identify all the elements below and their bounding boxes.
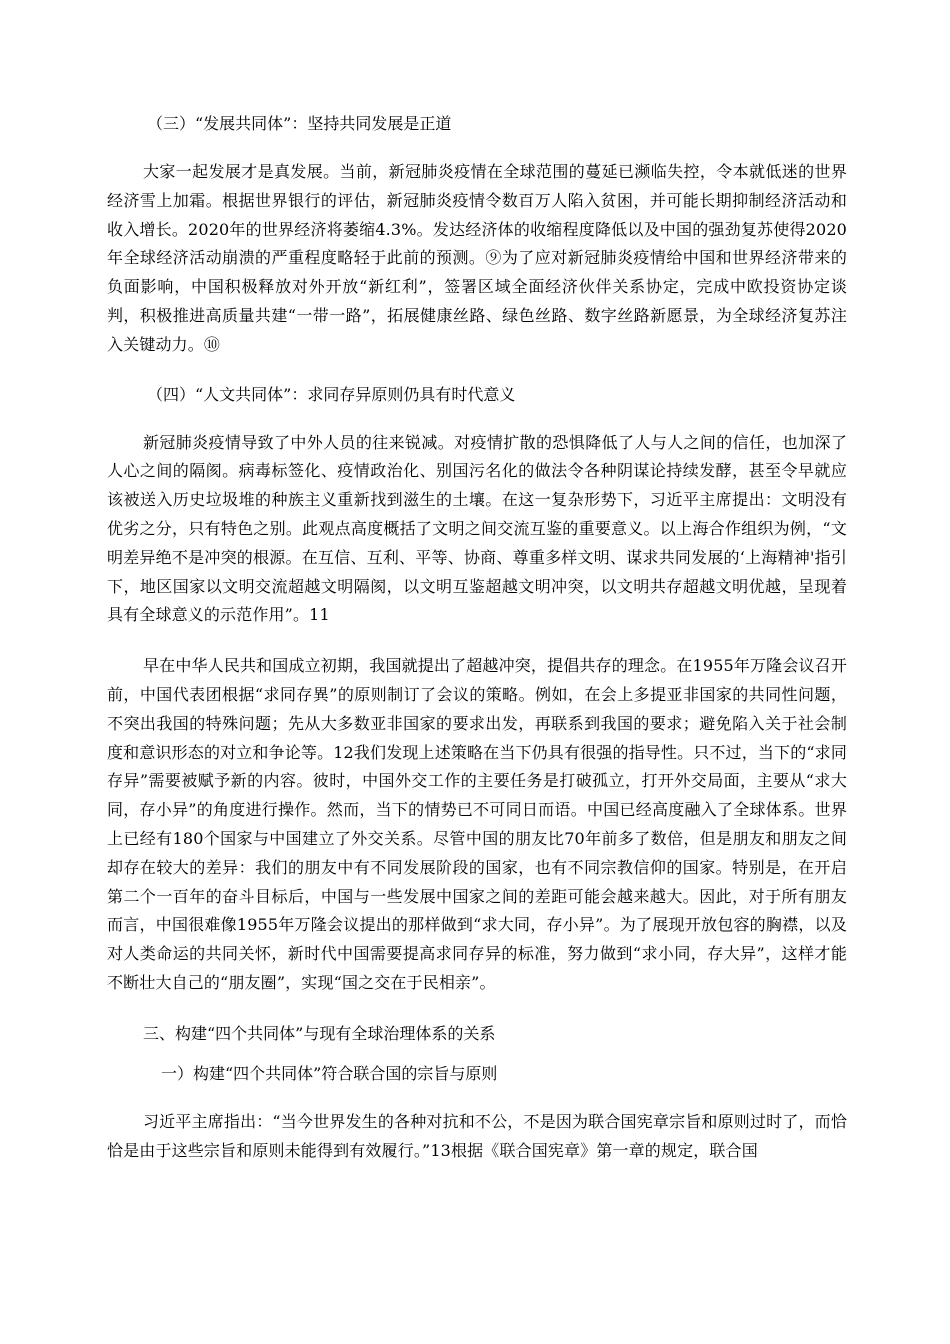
paragraph-bandung: 早在中华人民共和国成立初期，我国就提出了超越冲突，提倡共存的理念。在1955年万隆会议召开前，中国代表团根据“求同存異”的原则制订了会议的策略。例如，在会上多提亚非国家的共同性问题，不突出我国的特殊问题；先从大多数亚非国家的要求出发，再联系到我国的要求；避免陷入关于社会制度和意识形态的对立和争论等。12我们发现上述策略在当下仍具有很强的指导性。只不过，当下的“求同存异”需要被赋予新的内容。彼时，中国外交工作的主要任务是打破孤立，打开外交局面，主要从“求大同，存小异”的角度进行操作。然而，当下的情势已不可同日而语。中国已经高度融入了全球体系。世界上已经有180个国家与中国建立了外交关系。尽管中国的朋友比70年前多了数倍，但是朋友和朋友之间却存在较大的差异：我们的朋友中有不同发展阶段的国家，也有不同宗教信仰的国家。特别是，在开启第二个一百年的奋斗目标后，中国与一些发展中国家之间的差距可能会越来越大。因此，对于所有朋友而言，中国很难像1955年万隆会议提出的那样做到“求大同，存小异”。为了展现开放包容的胸襟，以及对人类命运的共同关怀，新时代中国需要提高求同存异的标准，努力做到“求小同，存大异”，这样才能不断壮大自己的“朋友圈”，实现“国之交在于民相亲”。	[107, 656, 847, 992]
document-page	[107, 104, 847, 1165]
section-heading-development-community: （三）“发展共同体”：坚持共同发展是正道	[147, 114, 452, 133]
paragraph-un-charter: 习近平主席指出：“当今世界发生的各种对抗和不公，不是因为联合国宪章宗旨和原则过时了，而恰恰是由于这些宗旨和原则未能得到有效履行。”13根据《联合国宪章》第一章的规定，联合国	[107, 1111, 847, 1160]
part-three-subheading: 一）构建“四个共同体”符合联合国的宗旨与原则	[161, 1063, 498, 1083]
section-heading-humanities-community: （四）“人文共同体”：求同存异原则仍具有时代意义	[147, 384, 516, 404]
paragraph-humanities: 新冠肺炎疫情导致了中外人员的往来锐减。对疫情扩散的恐惧降低了人与人之间的信任，也加深了人心之间的隔阂。病毒标签化、疫情政治化、别国污名化的做法令各种阴谋论持续发酵，甚至令早就应该被送入历史垃圾堆的种族主义重新找到滋生的土壤。在这一复杂形势下，习近平主席提出：文明没有优劣之分，只有特色之别。此观点高度概括了文明之间交流互鉴的重要意义。以上海合作组织为例，“文明差异绝不是冲突的根源。在互信、互利、平等、协商、尊重多样文明、谋求共同发展的‘上海精神'指引下，地区国家以文明交流超越文明隔阂，以文明互鉴超越文明冲突，以文明共存超越文明优越，呈现着具有全球意义的示范作用”。11	[107, 432, 847, 625]
part-three-heading: 三、构建“四个共同体”与现有全球治理体系的关系	[143, 1023, 496, 1043]
paragraph-development: 大家一起发展才是真发展。当前，新冠肺炎疫情在全球范围的蔓延已濒临失控，令本就低迷的世界经济雪上加霜。根据世界银行的评估，新冠肺炎疫情令数百万人陷入贫困，并可能长期抑制经济活动和收入增长。2020年的世界经济将萎缩4.3%。发达经济体的收缩程度降低以及中国的强劲复苏使得2020年全球经济活动崩溃的严重程度略轻于此前的预测。⑨为了应对新冠肺炎疫情给中国和世界经济带来的负面影响，中国积极释放对外开放“新红利”，签署区域全面经济伙伴关系协定，完成中欧投资协定谈判，积极推进高质量共建“一带一路”，拓展健康丝路、绿色丝路、数字丝路新愿景，为全球经济复苏注入关键动力。⑩	[107, 162, 847, 354]
